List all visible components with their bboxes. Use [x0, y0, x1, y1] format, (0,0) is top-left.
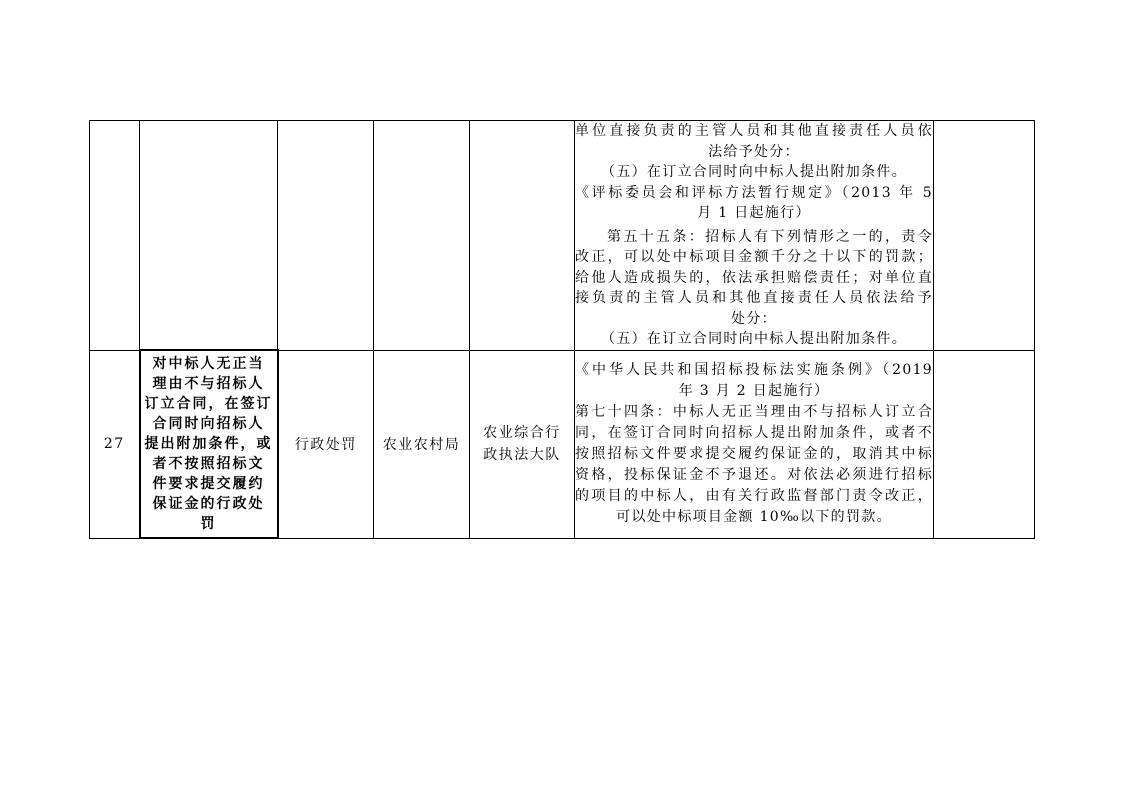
item-name-line: 罚 [200, 516, 217, 532]
cell-department: 农业农村局 [374, 350, 470, 538]
item-name-line: 对中标人无正当 [152, 356, 265, 372]
basis-line: 《中华人民共和国招标投标法实施条例》（2019 [575, 362, 933, 378]
enforcer-line: 政执法大队 [483, 447, 561, 463]
basis-line: 第五十五条：招标人有下列情形之一的，责令 [607, 228, 933, 245]
cell-enforcer [470, 121, 575, 351]
basis-line: （五）在订立合同时向中标人提出附加条件。 [601, 164, 907, 180]
basis-line: 给他人造成损失的，依法承担赔偿责任；对单位直 [575, 269, 933, 286]
item-name-line: 提出附加条件，或 [144, 436, 273, 452]
basis-line: 改正，可以处中标项目金额千分之十以下的罚款； [575, 249, 933, 265]
cell-number [90, 121, 140, 351]
basis-line: 按照招标文件要求提交履约保证金的，取消其中标 [575, 446, 933, 462]
basis-line: 《评标委员会和评标方法暂行规定》（2013 年 5 [575, 184, 933, 201]
cell-remarks [934, 350, 1035, 538]
cell-item-name [140, 121, 278, 351]
cell-item-name [140, 350, 278, 538]
basis-line: 可以处中标项目金额 10‰以下的罚款。 [616, 509, 892, 525]
item-name-line: 理由不与招标人 [152, 376, 265, 392]
cell-number: 27 [90, 350, 140, 538]
table-row [90, 121, 1035, 351]
cell-legal-basis [575, 350, 934, 538]
table-row [90, 350, 1035, 538]
basis-line: 法给予处分： [708, 143, 800, 160]
cell-legal-basis [575, 121, 934, 351]
basis-line: 同，在签订合同时向招标人提出附加条件，或者不 [575, 425, 933, 441]
basis-line: 年 3 月 2 日起施行） [678, 383, 830, 399]
item-name-line: 者不按照招标文 [152, 456, 265, 472]
enforcer-line: 农业综合行 [483, 425, 561, 441]
item-name-line: 订立合同，在签订 [144, 396, 273, 412]
enforcement-items-table [89, 120, 1035, 539]
basis-line: 月 1 日起施行） [697, 205, 811, 221]
basis-line: 的项目的中标人，由有关行政监督部门责令改正， [575, 488, 933, 504]
basis-line: （五）在订立合同时向中标人提出附加条件。 [601, 331, 907, 347]
cell-type: 行政处罚 [278, 350, 374, 538]
basis-line: 第七十四条：中标人无正当理由不与招标人订立合 [575, 404, 933, 420]
basis-line: 资格，投标保证金不予退还。对依法必须进行招标 [575, 467, 933, 483]
cell-type [278, 121, 374, 351]
cell-remarks [934, 121, 1035, 351]
basis-line: 处分： [731, 310, 777, 327]
basis-line: 接负责的主管人员和其他直接责任人员依法给予 [575, 290, 933, 306]
cell-department [374, 121, 470, 351]
item-name-line: 合同时向招标人 [152, 416, 265, 432]
item-name-line: 件要求提交履约 [152, 476, 265, 492]
basis-line: 单位直接负责的主管人员和其他直接责任人员依 [575, 123, 933, 139]
item-name-line: 保证金的行政处 [152, 496, 265, 512]
cell-enforcer [470, 350, 575, 538]
